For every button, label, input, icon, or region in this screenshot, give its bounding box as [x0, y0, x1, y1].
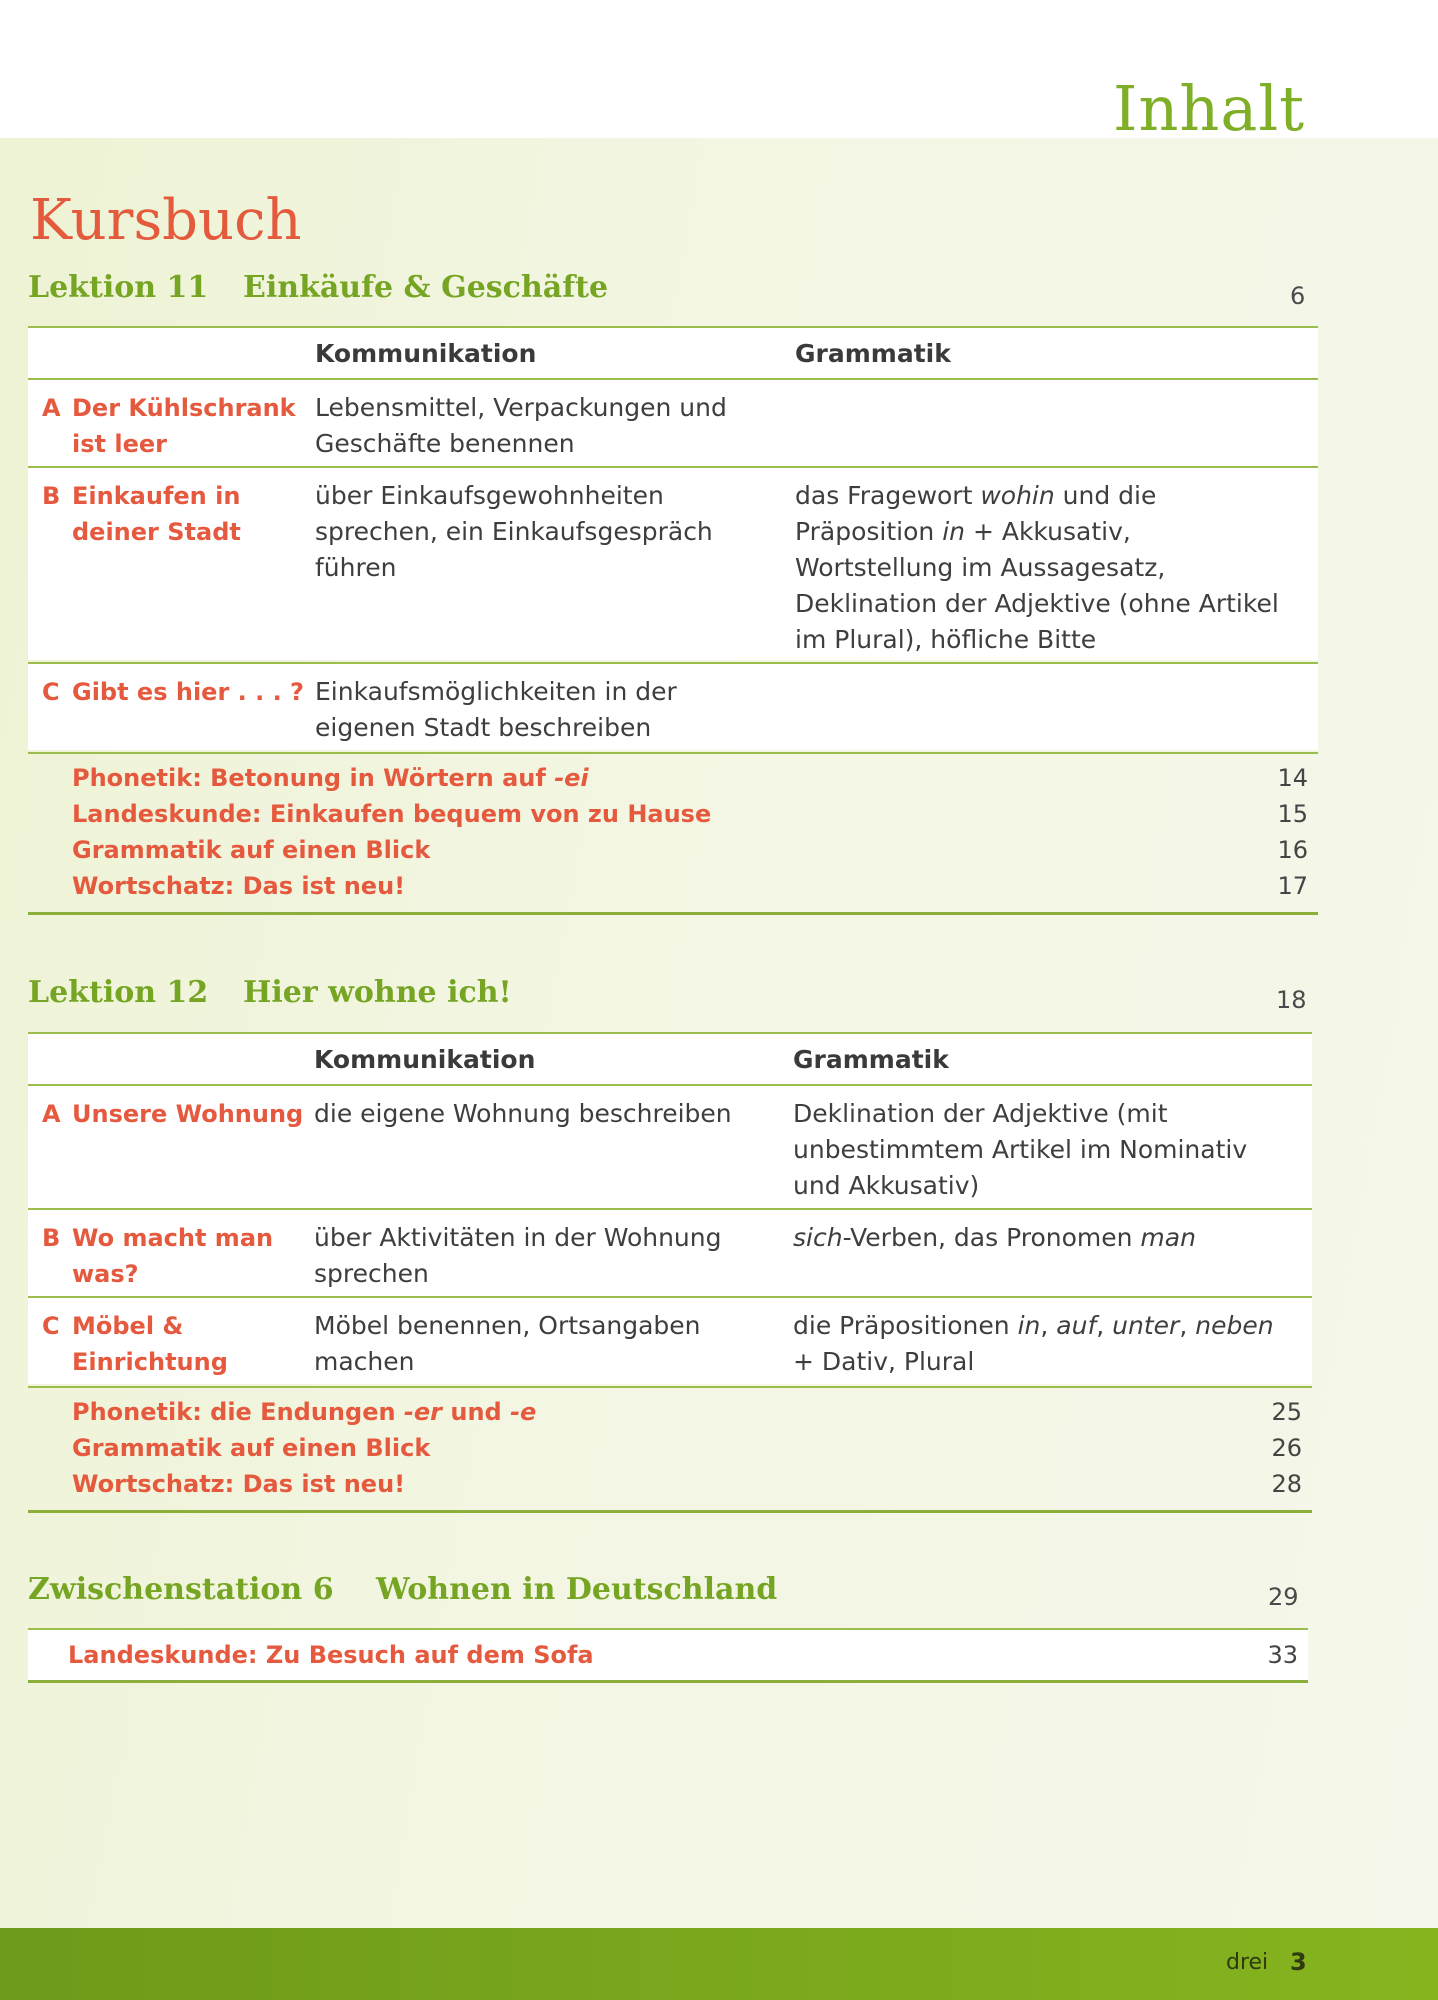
lesson-page-number: 18	[1276, 986, 1307, 1014]
extra-item-wortschatz[interactable]: Wortschatz: Das ist neu!	[72, 872, 406, 900]
extra-item-grammatik[interactable]: Grammatik auf einen Blick	[72, 836, 431, 864]
row-grammar: sich-Verben, das Pronomen man	[793, 1223, 1196, 1252]
extra-item-phonetik[interactable]: Phonetik: die Endungen -er und -e	[72, 1398, 537, 1426]
table-row[interactable]	[28, 1298, 1312, 1384]
column-header-grammar: Grammatik	[795, 339, 951, 368]
row-topic: Möbel & Einrichtung	[72, 1312, 228, 1376]
extra-page-number: 25	[1271, 1398, 1302, 1426]
row-topic: Gibt es hier . . . ?	[72, 678, 304, 706]
extra-page-number: 14	[1277, 764, 1308, 792]
row-communication: die eigene Wohnung beschreiben	[314, 1099, 732, 1128]
lesson-12-heading[interactable]	[28, 975, 512, 1010]
lesson-12-table	[28, 1032, 1312, 1512]
zwischenstation-heading[interactable]	[28, 1572, 778, 1607]
row-communication: Möbel benennen, Ortsangaben machen	[314, 1311, 701, 1376]
section-title: Kursbuch	[30, 188, 302, 253]
extra-item-phonetik[interactable]: Phonetik: Betonung in Wörtern auf -ei	[72, 764, 589, 792]
row-grammar: Deklination der Adjektive (mit unbestimmtem Artikel im Nominativ und Akkusativ)	[793, 1099, 1248, 1200]
extra-page-number: 15	[1277, 800, 1308, 828]
table-row[interactable]	[28, 1086, 1312, 1208]
row-topic: Unsere Wohnung	[72, 1100, 304, 1128]
lesson-title: Einkäufe & Geschäfte	[243, 270, 609, 305]
row-topic: Wo macht man was?	[72, 1224, 274, 1288]
lesson-number: Lektion 12	[28, 975, 209, 1010]
rule	[28, 1680, 1308, 1683]
column-header-communication: Kommunikation	[315, 339, 537, 368]
extra-page-number: 26	[1271, 1434, 1302, 1462]
footer-page-number: 3	[1290, 1948, 1307, 1976]
row-communication: über Einkaufsgewohnheiten sprechen, ein Einkaufsgespräch führen	[315, 481, 713, 582]
station-number: Zwischenstation 6	[28, 1572, 334, 1607]
row-communication: Einkaufsmöglichkeiten in der eigenen Stadt beschreiben	[315, 677, 677, 742]
row-topic: Der Kühlschrank ist leer	[72, 394, 296, 458]
row-grammar: das Fragewort wohin und die Präposition in + Akkusativ, Wortstellung im Aussagesatz, Deklination der Adjektive (ohne Artikel im Plural), höfliche Bitte	[795, 481, 1279, 654]
footer-page-word: drei	[1226, 1950, 1269, 1975]
page-title: Inhalt	[1113, 72, 1306, 145]
rule	[28, 1386, 1312, 1388]
row-communication: über Aktivitäten in der Wohnung sprechen	[314, 1223, 722, 1288]
station-title: Wohnen in Deutschland	[376, 1572, 778, 1607]
column-header-communication: Kommunikation	[314, 1045, 536, 1074]
rule	[28, 752, 1318, 754]
row-letter: B	[42, 1224, 61, 1252]
extra-item-grammatik[interactable]: Grammatik auf einen Blick	[72, 1434, 431, 1462]
station-page-number: 29	[1268, 1583, 1299, 1611]
table-header-row	[28, 1034, 1312, 1084]
row-letter: B	[42, 482, 61, 510]
table-row[interactable]	[28, 380, 1318, 466]
row-grammar: die Präpositionen in, auf, unter, neben + Dativ, Plural	[793, 1311, 1274, 1376]
footer-bar	[0, 1928, 1438, 2000]
row-letter: A	[42, 1100, 61, 1128]
zwischenstation-table	[28, 1628, 1308, 1684]
extra-page-number: 28	[1271, 1470, 1302, 1498]
extra-page-number: 16	[1277, 836, 1308, 864]
lesson-title: Hier wohne ich!	[243, 975, 512, 1010]
table-row[interactable]	[28, 1630, 1308, 1680]
row-letter: C	[42, 1312, 60, 1340]
extra-item-landeskunde[interactable]: Landeskunde: Einkaufen bequem von zu Hause	[72, 800, 712, 828]
extra-page-number: 17	[1277, 872, 1308, 900]
extra-item-wortschatz[interactable]: Wortschatz: Das ist neu!	[72, 1470, 406, 1498]
column-header-grammar: Grammatik	[793, 1045, 949, 1074]
row-letter: A	[42, 394, 61, 422]
row-communication: Lebensmittel, Verpackungen und Geschäfte benennen	[315, 393, 727, 458]
lesson-11-table	[28, 326, 1318, 916]
table-row[interactable]	[28, 468, 1318, 660]
lesson-number: Lektion 11	[28, 270, 209, 305]
rule	[28, 912, 1318, 915]
row-topic: Einkaufen in deiner Stadt	[72, 482, 241, 546]
extra-page-number: 33	[1267, 1641, 1298, 1669]
lesson-page-number: 6	[1290, 282, 1306, 310]
extra-item-landeskunde: Landeskunde: Zu Besuch auf dem Sofa	[68, 1641, 594, 1669]
table-row[interactable]	[28, 1210, 1312, 1296]
rule	[28, 1510, 1312, 1513]
row-letter: C	[42, 678, 60, 706]
table-header-row	[28, 328, 1318, 378]
table-row[interactable]	[28, 664, 1318, 750]
lesson-11-heading[interactable]	[28, 270, 609, 305]
